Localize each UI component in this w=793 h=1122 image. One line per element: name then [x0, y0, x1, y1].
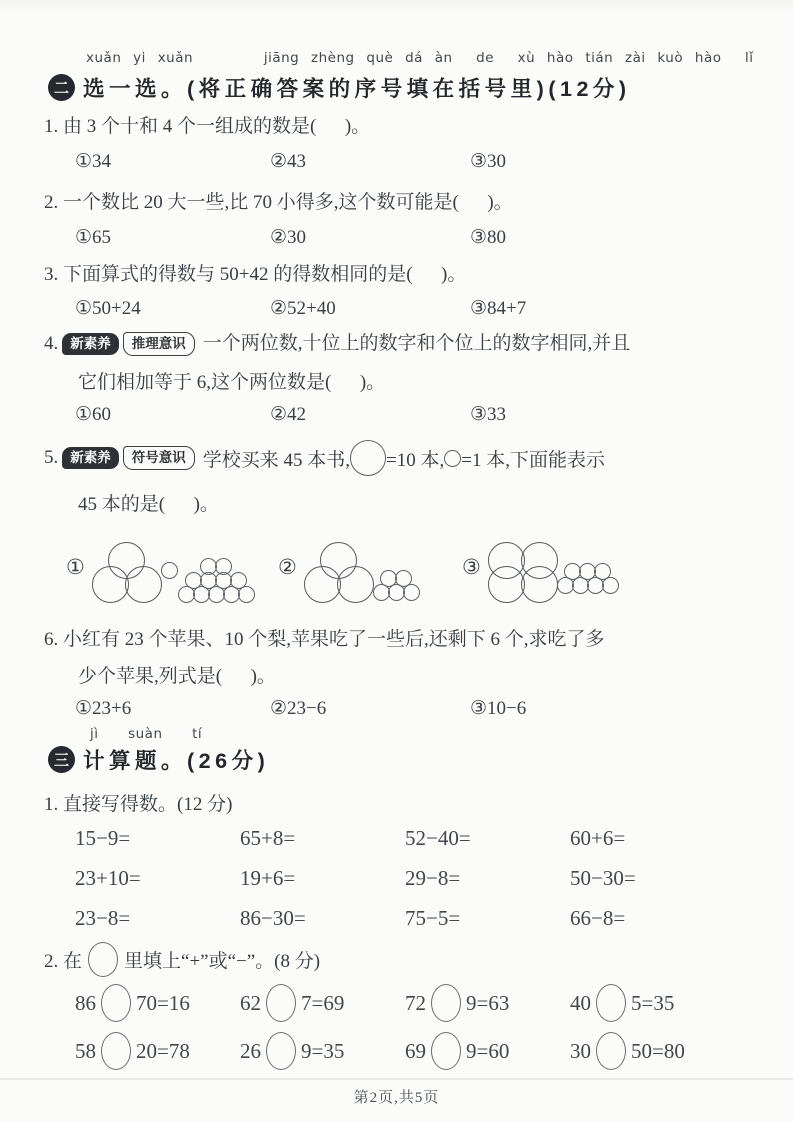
reasoning-awareness-badge: 推理意识 [123, 332, 195, 356]
equation: 65+8= [240, 826, 296, 850]
question-5-text1 [203, 440, 605, 476]
circle-group [306, 542, 372, 603]
question-5-number: 5. [44, 447, 59, 468]
section2-heading [48, 72, 631, 103]
question-5-line1 [44, 440, 605, 476]
big-circle [92, 566, 129, 603]
question-4-line1 [44, 329, 630, 359]
option: ①60 [75, 404, 112, 425]
circle-group [374, 570, 419, 601]
section2-title: 选一选。(将正确答案的序号填在括号里)(12分) [83, 77, 631, 101]
question-1-options [75, 150, 506, 173]
question-4-text1: 一个两位数,十位上的数字和个位上的数字相同,并且 [202, 333, 631, 354]
question-2-options [75, 226, 506, 249]
calc-sub2-title-pre: 2. 在 [44, 951, 83, 972]
section2-pinyin: xuǎn yi xuǎn jiāng zhèng què dá àn de xù hào tián zài kuò hào lǐ [86, 50, 754, 66]
circle-group [162, 562, 177, 579]
calc-sub2-title [44, 942, 320, 977]
small-circle [238, 586, 255, 603]
question-1-text: 1. 由 3 个十和 4 个一组成的数是( )。 [44, 116, 371, 137]
new-literacy-badge: 新素养 [62, 333, 119, 355]
fill-equation [240, 1032, 405, 1070]
circle-group [558, 563, 618, 594]
diagram-option-3 [462, 531, 618, 603]
new-literacy-badge: 新素养 [62, 447, 119, 469]
equation: 75−5= [405, 906, 461, 930]
fill-equation [570, 984, 735, 1022]
answer-circle [596, 984, 626, 1022]
big-circle [337, 566, 374, 603]
equation: 50−30= [570, 866, 636, 890]
page-bottom-divider [0, 1078, 793, 1080]
fill-equation [405, 984, 570, 1022]
option: ①34 [75, 151, 112, 172]
equation-row-3 [75, 906, 735, 931]
diagram-option-2-label: ② [278, 554, 297, 579]
answer-circle [101, 1032, 131, 1070]
fill-row-2 [75, 1032, 735, 1070]
option: ②43 [270, 151, 307, 172]
question-3-options [75, 297, 526, 320]
equation: 23+10= [75, 866, 141, 890]
big-circle [488, 566, 525, 603]
operand: 69 [405, 1038, 426, 1063]
question-4-text2: 它们相加等于 6,这个两位数是( )。 [78, 372, 386, 393]
diagram-option-1-circles [94, 542, 254, 603]
option: ①50+24 [75, 298, 141, 319]
diagram-option-2 [278, 531, 419, 603]
fill-equation [570, 1032, 735, 1070]
equation: 52−40= [405, 826, 471, 850]
calc-sub1-title: 1. 直接写得数。(12 分) [44, 794, 233, 815]
option: ②52+40 [270, 298, 336, 319]
diagram-option-1-label: ① [66, 554, 85, 579]
fill-equation [240, 984, 405, 1022]
diagram-option-1 [66, 531, 254, 603]
equation: 86−30= [240, 906, 306, 930]
equation: 29−8= [405, 866, 461, 890]
result: 50=80 [631, 1038, 685, 1063]
result: 9=60 [466, 1038, 510, 1063]
small-circle-symbol [444, 450, 461, 467]
answer-circle [596, 1032, 626, 1070]
calc-sub2-title-post: 里填上“+”或“−”。(8 分) [124, 951, 321, 972]
question-5-t1: 学校买来 45 本书, [202, 449, 351, 471]
answer-circle [266, 1032, 296, 1070]
option: ③33 [470, 404, 507, 425]
operand: 62 [240, 990, 261, 1015]
big-circle [125, 566, 162, 603]
diagram-option-3-label: ③ [462, 554, 481, 579]
equation: 15−9= [75, 826, 131, 850]
fill-equation [75, 1032, 240, 1070]
operand: 40 [570, 990, 591, 1015]
section3-title: 计算题。(26分) [83, 749, 270, 773]
option: ①65 [75, 227, 112, 248]
fill-equation [75, 984, 240, 1022]
result: 9=35 [301, 1038, 345, 1063]
question-5-t2: =10 本, [386, 449, 445, 471]
big-circle [521, 566, 558, 603]
equation: 19+6= [240, 866, 296, 890]
answer-circle [266, 984, 296, 1022]
result: 9=63 [466, 990, 510, 1015]
small-circle [602, 577, 619, 594]
option: ③30 [470, 151, 507, 172]
option: ③10−6 [470, 698, 527, 719]
section3-heading [48, 744, 269, 775]
question-2-text: 2. 一个数比 20 大一些,比 70 小得多,这个数可能是( )。 [44, 192, 513, 213]
answer-circle [101, 984, 131, 1022]
operand: 86 [75, 990, 96, 1015]
question-4-number: 4. [44, 333, 59, 354]
diagram-option-3-circles [490, 542, 618, 603]
section3-number-icon: 三 [48, 746, 75, 773]
question-6-options [75, 697, 526, 720]
equation: 66−8= [570, 906, 626, 930]
operand: 26 [240, 1038, 261, 1063]
option: ②23−6 [270, 698, 327, 719]
question-5-t3: =1 本,下面能表示 [461, 449, 605, 471]
equation: 23−8= [75, 906, 131, 930]
answer-circle [431, 984, 461, 1022]
option: ③80 [470, 227, 507, 248]
big-circle-symbol [350, 440, 386, 476]
section3-pinyin: jì suàn tí [90, 726, 203, 742]
equation: 60+6= [570, 826, 626, 850]
result: 5=35 [631, 990, 675, 1015]
question-4-options [75, 403, 506, 426]
small-circle [161, 562, 178, 579]
fill-row-1 [75, 984, 735, 1022]
result: 20=78 [136, 1038, 190, 1063]
question-6-text2: 少个苹果,列式是( )。 [78, 666, 276, 687]
circle-group [490, 542, 556, 603]
circle-group [179, 558, 254, 603]
answer-circle [431, 1032, 461, 1070]
equation-row-2 [75, 866, 735, 891]
section2-number-icon: 二 [48, 74, 75, 101]
option: ②30 [270, 227, 307, 248]
operand: 30 [570, 1038, 591, 1063]
option: ①23+6 [75, 698, 132, 719]
answer-circle [88, 942, 118, 977]
option: ③84+7 [470, 298, 527, 319]
result: 70=16 [136, 990, 190, 1015]
result: 7=69 [301, 990, 345, 1015]
option: ②42 [270, 404, 307, 425]
question-3-text: 3. 下面算式的得数与 50+42 的得数相同的是( )。 [44, 264, 467, 285]
question-6-text1: 6. 小红有 23 个苹果、10 个梨,苹果吃了一些后,还剩下 6 个,求吃了多 [44, 629, 605, 650]
equation-row-1 [75, 826, 735, 851]
operand: 72 [405, 990, 426, 1015]
fill-equation [405, 1032, 570, 1070]
diagram-option-2-circles [306, 542, 419, 603]
small-circle [403, 584, 420, 601]
operand: 58 [75, 1038, 96, 1063]
question-5-text2: 45 本的是( )。 [78, 494, 219, 515]
big-circle [304, 566, 341, 603]
page-footer: 第2页,共5页 [353, 1090, 440, 1106]
circle-group [94, 542, 160, 603]
symbol-awareness-badge: 符号意识 [123, 446, 195, 470]
